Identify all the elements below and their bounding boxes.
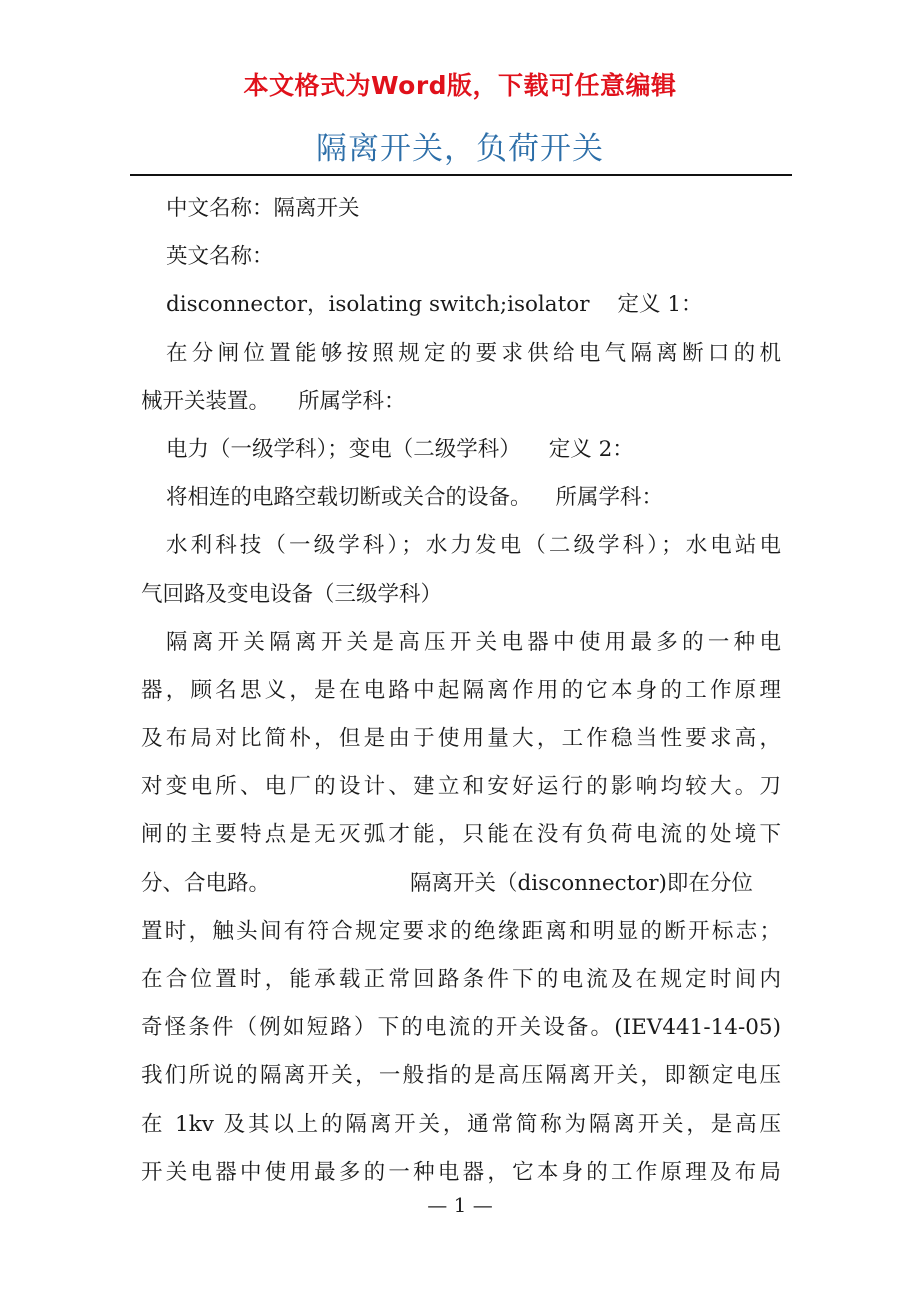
download-banner: 本文格式为Word版，下载可任意编辑	[243, 71, 677, 100]
paragraph-line: 中文名称：隔离开关	[166, 196, 360, 221]
paragraph-line: disconnector，isolating switch;isolator 定义 1：	[166, 292, 703, 318]
paragraph-line: 电力（一级学科）；变电（二级学科） 定义 2：	[166, 436, 634, 462]
paragraph-line: 置时，触头间有符合规定要求的绝缘距离和明显的断开标志；	[141, 918, 781, 944]
paragraph-line: 及布局对比简朴，但是由于使用量大，工作稳当性要求高，	[141, 726, 781, 752]
paragraph-line: 在合位置时，能承载正常回路条件下的电流及在规定时间内	[141, 967, 781, 992]
paragraph-line: 对变电所、电厂的设计、建立和安好运行的影响均较大。刀	[141, 774, 781, 800]
document-body	[141, 185, 781, 1197]
page-number: — 1 —	[427, 1193, 493, 1217]
paragraph-line: 在分闸位置能够按照规定的要求供给电气隔离断口的机	[166, 340, 781, 366]
title-divider	[130, 174, 792, 176]
paragraph-line: 开关电器中使用最多的一种电器，它本身的工作原理及布局	[141, 1159, 781, 1185]
paragraph-line: 我们所说的隔离开关，一般指的是高压隔离开关，即额定电压	[141, 1063, 781, 1089]
document-title: 隔离开关，负荷开关	[316, 131, 604, 167]
paragraph-line: 隔离开关隔离开关是高压开关电器中使用最多的一种电	[166, 629, 781, 655]
paragraph-line: 械开关装置。 所属学科：	[141, 388, 406, 414]
paragraph-line: 分、合电路。 隔离开关（disconnector)即在分位	[141, 870, 753, 896]
paragraph-line: 将相连的电路空载切断或关合的设备。 所属学科：	[166, 485, 664, 511]
paragraph-line: 器，顾名思义，是在电路中起隔离作用的它本身的工作原理	[141, 677, 781, 703]
paragraph-line: 在 1kv 及其以上的隔离开关，通常简称为隔离开关，是高压	[141, 1111, 781, 1137]
paragraph-line: 水利科技（一级学科）；水力发电（二级学科）；水电站电	[166, 533, 781, 559]
paragraph-line: 英文名称：	[166, 244, 274, 270]
paragraph-line: 奇怪条件（例如短路）下的电流的开关设备。(IEV441-14-05)	[141, 1015, 781, 1041]
paragraph-line: 闸的主要特点是无灭弧才能，只能在没有负荷电流的处境下	[141, 822, 781, 848]
paragraph-line: 气回路及变电设备（三级学科）	[141, 581, 443, 607]
